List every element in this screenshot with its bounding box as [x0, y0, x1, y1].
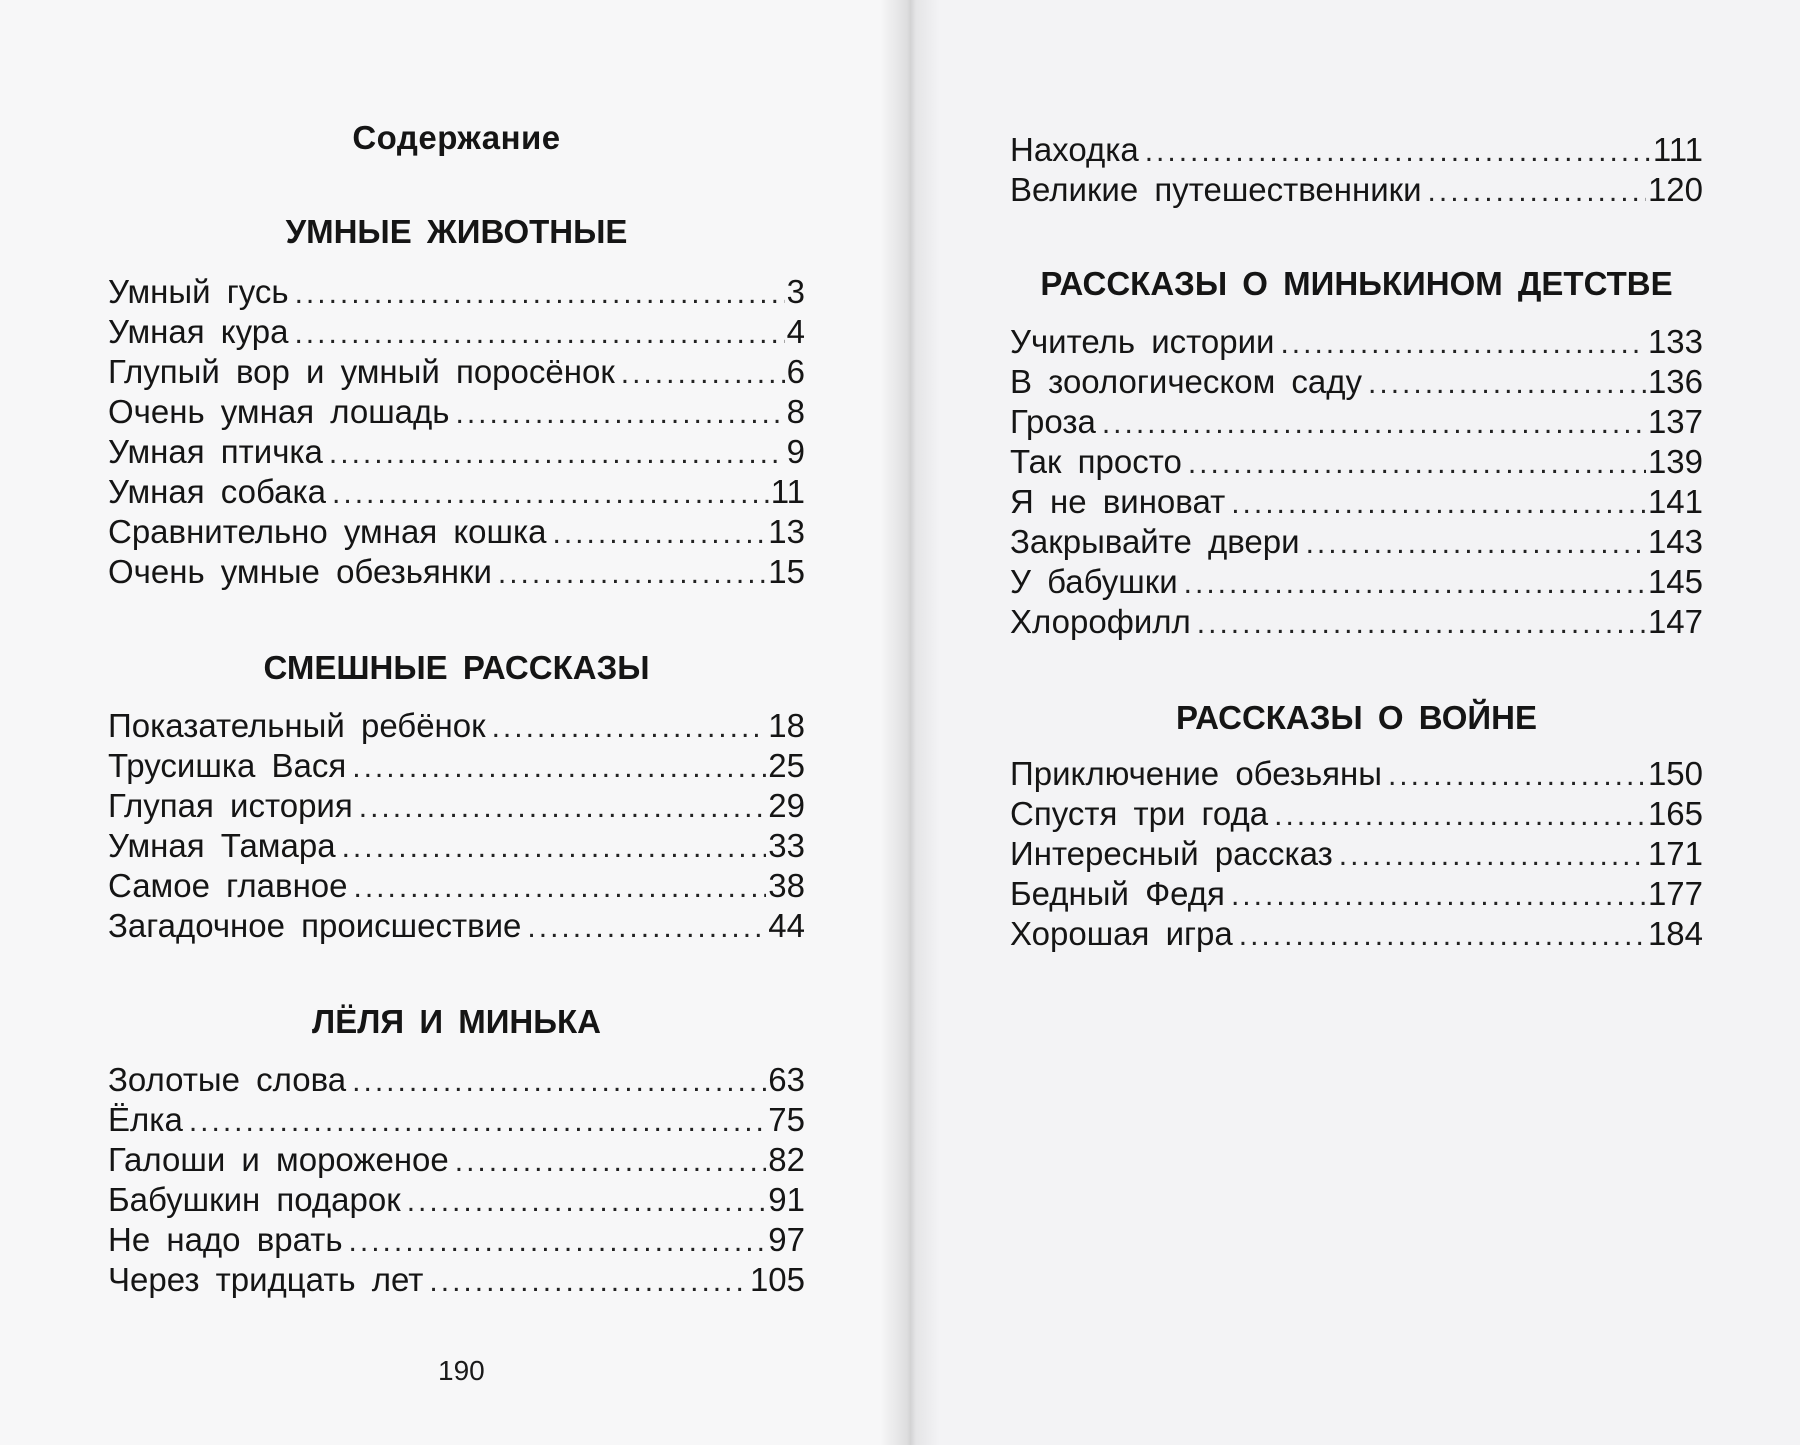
entry-title: Глупая история [108, 787, 353, 824]
leader-dots [189, 1102, 766, 1142]
toc-entry[interactable] [1010, 562, 1703, 602]
entry-title: Умная собака [108, 473, 327, 510]
entry-page: 75 [768, 1101, 805, 1138]
section-title: РАССКАЗЫ О МИНЬКИНОМ ДЕТСТВЕ [1040, 265, 1673, 302]
entry-page: 63 [768, 1061, 805, 1098]
entry-title: Трусишка Вася [108, 747, 347, 784]
entry-page: 8 [786, 393, 805, 430]
entry-title: Гроза [1010, 403, 1096, 440]
section-title: ЛЁЛЯ И МИНЬКА [312, 1003, 601, 1040]
entry-title: У бабушки [1010, 563, 1178, 600]
leader-dots [342, 828, 767, 868]
entry-title: Так просто [1010, 443, 1182, 480]
toc-entry[interactable] [1010, 362, 1703, 402]
right-toc-column [1010, 130, 1703, 954]
entry-title: Золотые слова [108, 1061, 347, 1098]
toc-entry[interactable] [108, 512, 805, 552]
continued-list [1010, 130, 1703, 210]
entry-title: Сравнительно умная кошка [108, 513, 547, 550]
entry-title: Глупый вор и умный поросёнок [108, 353, 615, 390]
entry-page: 120 [1647, 171, 1703, 208]
entry-page: 6 [786, 353, 805, 390]
entry-page: 143 [1647, 523, 1703, 560]
page-number: 190 [438, 1355, 485, 1386]
entry-title: Хорошая игра [1010, 915, 1233, 952]
entry-title: Хлорофилл [1010, 603, 1191, 640]
left-toc-column [108, 118, 805, 1300]
section-list [108, 706, 805, 946]
leader-dots [329, 434, 785, 474]
leader-dots [349, 1222, 767, 1262]
entry-page: 25 [768, 747, 805, 784]
entry-page: 147 [1647, 603, 1703, 640]
section-title: РАССКАЗЫ О ВОЙНЕ [1176, 699, 1537, 736]
entry-page: 82 [768, 1141, 805, 1178]
entry-title: Умная кура [108, 313, 289, 350]
leader-dots [294, 314, 784, 354]
entry-title: Приключение обезьяны [1010, 755, 1382, 792]
entry-page: 145 [1647, 563, 1703, 600]
entry-title: Умная птичка [108, 433, 323, 470]
toc-entry[interactable] [108, 432, 805, 472]
entry-page: 44 [768, 907, 805, 944]
entry-title: Очень умная лошадь [108, 393, 450, 430]
entry-title: Самое главное [108, 867, 348, 904]
toc-entry[interactable] [108, 1220, 805, 1260]
leader-dots [1388, 756, 1646, 796]
toc-entry[interactable] [108, 1180, 805, 1220]
entry-title: Умная Тамара [108, 827, 336, 864]
leader-dots [1188, 444, 1646, 484]
toc-entry[interactable] [1010, 914, 1703, 954]
section-list [108, 1060, 805, 1300]
entry-page: 11 [770, 473, 805, 510]
leader-dots [429, 1262, 748, 1302]
toc-entry[interactable] [108, 472, 805, 512]
entry-title: Великие путешественники [1010, 171, 1422, 208]
leader-dots [1102, 404, 1646, 444]
toc-entry[interactable] [108, 1100, 805, 1140]
leader-dots [1231, 484, 1646, 524]
leader-dots [1145, 132, 1651, 172]
leader-dots [1280, 324, 1645, 364]
leader-dots [407, 1182, 767, 1222]
leader-dots [1239, 916, 1646, 956]
toc-entry[interactable] [1010, 322, 1703, 362]
entry-title: Закрывайте двери [1010, 523, 1300, 560]
leader-dots [359, 788, 767, 828]
entry-page: 97 [768, 1221, 805, 1258]
toc-entry[interactable] [108, 706, 805, 746]
leader-dots [1368, 364, 1646, 404]
leader-dots [1231, 876, 1646, 916]
toc-entry[interactable] [108, 1060, 805, 1100]
entry-page: 13 [768, 513, 805, 550]
entry-title: Учитель истории [1010, 323, 1275, 360]
leader-dots [295, 274, 785, 314]
toc-entry[interactable] [108, 352, 805, 392]
toc-entry[interactable] [1010, 130, 1703, 170]
toc-entry[interactable] [108, 1140, 805, 1180]
entry-page: 150 [1647, 755, 1703, 792]
toc-entry[interactable] [108, 746, 805, 786]
entry-page: 9 [786, 433, 805, 470]
toc-heading: Содержание [352, 119, 561, 156]
section-list [1010, 322, 1703, 642]
toc-entry[interactable] [108, 1260, 805, 1300]
toc-entry[interactable] [1010, 794, 1703, 834]
leader-dots [621, 354, 785, 394]
toc-entry[interactable] [1010, 482, 1703, 522]
entry-title: Показательный ребёнок [108, 707, 486, 744]
leader-dots [492, 708, 767, 748]
toc-entry[interactable] [108, 906, 805, 946]
entry-title: Галоши и мороженое [108, 1141, 449, 1178]
leader-dots [1274, 796, 1646, 836]
toc-entry[interactable] [108, 312, 805, 352]
entry-title: Очень умные обезьянки [108, 553, 492, 590]
leader-dots [553, 514, 767, 554]
leader-dots [1184, 564, 1646, 604]
leader-dots [1197, 604, 1646, 644]
entry-title: Спустя три года [1010, 795, 1269, 832]
book-gutter [880, 0, 940, 1445]
entry-title: Не надо врать [108, 1221, 343, 1258]
entry-page: 136 [1647, 363, 1703, 400]
entry-page: 171 [1647, 835, 1703, 872]
toc-entry[interactable] [1010, 442, 1703, 482]
section-list [108, 272, 805, 592]
entry-page: 139 [1647, 443, 1703, 480]
toc-entry[interactable] [1010, 522, 1703, 562]
entry-page: 165 [1647, 795, 1703, 832]
toc-entry[interactable] [1010, 874, 1703, 914]
entry-page: 141 [1647, 483, 1703, 520]
toc-entry[interactable] [108, 826, 805, 866]
entry-page: 38 [768, 867, 805, 904]
toc-entry[interactable] [1010, 402, 1703, 442]
entry-title: Ёлка [108, 1101, 183, 1138]
toc-entry[interactable] [108, 392, 805, 432]
entry-page: 184 [1647, 915, 1703, 952]
entry-page: 111 [1652, 131, 1703, 168]
entry-title: Находка [1010, 131, 1139, 168]
entry-title: Загадочное происшествие [108, 907, 522, 944]
leader-dots [455, 1142, 767, 1182]
entry-page: 105 [749, 1261, 805, 1298]
section-title: УМНЫЕ ЖИВОТНЫЕ [285, 213, 628, 250]
toc-entry[interactable] [1010, 754, 1703, 794]
leader-dots [1428, 172, 1646, 212]
entry-page: 33 [768, 827, 805, 864]
leader-dots [332, 474, 769, 514]
toc-entry[interactable] [108, 786, 805, 826]
leader-dots [1306, 524, 1646, 564]
leader-dots [352, 1062, 766, 1102]
entry-page: 91 [768, 1181, 805, 1218]
toc-entry[interactable] [108, 272, 805, 312]
leader-dots [527, 908, 766, 948]
toc-entry[interactable] [108, 866, 805, 906]
entry-title: Бедный Федя [1010, 875, 1225, 912]
toc-entry[interactable] [1010, 170, 1703, 210]
entry-title: В зоологическом саду [1010, 363, 1363, 400]
leader-dots [354, 868, 767, 908]
entry-page: 29 [768, 787, 805, 824]
entry-title: Через тридцать лет [108, 1261, 424, 1298]
entry-page: 18 [768, 707, 805, 744]
toc-entry[interactable] [1010, 602, 1703, 642]
entry-page: 4 [786, 313, 805, 350]
entry-page: 15 [768, 553, 805, 590]
entry-page: 133 [1647, 323, 1703, 360]
entry-page: 137 [1647, 403, 1703, 440]
entry-title: Бабушкин подарок [108, 1181, 401, 1218]
entry-page: 3 [786, 273, 805, 310]
entry-title: Умный гусь [108, 273, 289, 310]
leader-dots [1339, 836, 1646, 876]
entry-page: 177 [1647, 875, 1703, 912]
section-title: СМЕШНЫЕ РАССКАЗЫ [263, 649, 650, 686]
leader-dots [498, 554, 766, 594]
toc-entry[interactable] [108, 552, 805, 592]
toc-entry[interactable] [1010, 834, 1703, 874]
section-list [1010, 754, 1703, 954]
leader-dots [352, 748, 766, 788]
leader-dots [456, 394, 785, 434]
entry-title: Интересный рассказ [1010, 835, 1333, 872]
entry-title: Я не виноват [1010, 483, 1226, 520]
